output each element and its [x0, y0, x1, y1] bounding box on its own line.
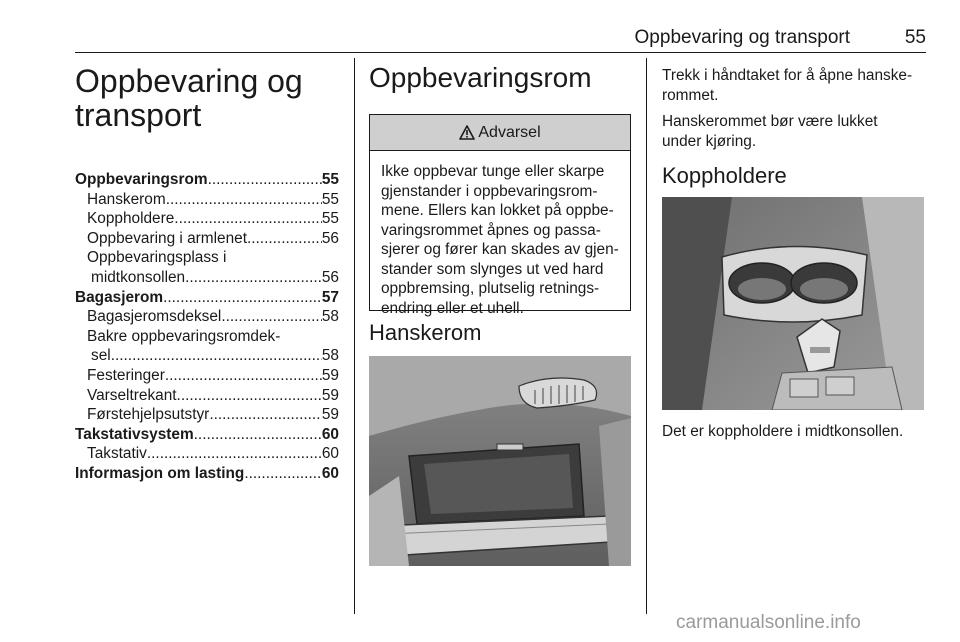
- toc-entry-page: 60: [321, 464, 339, 482]
- toc-entry[interactable]: [75, 190, 339, 210]
- toc-entry-label: Bagasjeromsdeksel: [87, 308, 222, 326]
- glovebox-heading: Hanskerom: [369, 320, 482, 345]
- toc-entry-page: 59: [321, 366, 339, 384]
- toc-leader-dots: [174, 209, 322, 229]
- toc-entry-page: 58: [321, 347, 339, 365]
- toc-entry-page: 56: [321, 268, 339, 286]
- column-divider: [646, 58, 647, 614]
- warning-line: Ikke oppbevar tunge eller skarpe: [381, 163, 605, 180]
- header-rule: [75, 52, 926, 53]
- toc-leader-dots: [163, 288, 322, 308]
- cupholders-heading: Koppholdere: [662, 163, 787, 188]
- warning-triangle-icon: [459, 125, 475, 140]
- toc-entry-page: 59: [321, 386, 339, 404]
- body-line: Hanskerommet bør være lukket: [662, 113, 878, 130]
- toc-leader-dots: [147, 444, 322, 464]
- table-of-contents: [75, 170, 339, 484]
- toc-leader-dots: [194, 425, 322, 445]
- toc-entry[interactable]: [75, 444, 339, 464]
- body-paragraph: [662, 66, 928, 105]
- toc-entry[interactable]: [75, 464, 339, 484]
- toc-entry-page: 60: [321, 445, 339, 463]
- toc-entry-label: Takstativsystem: [75, 425, 194, 443]
- warning-line: oppbremsing, plutselig retnings-: [381, 280, 600, 297]
- toc-entry-page: 59: [321, 406, 339, 424]
- toc-entry[interactable]: [75, 405, 339, 425]
- warning-text: [370, 151, 630, 318]
- glovebox-instructions: [662, 66, 928, 158]
- toc-leader-dots: [209, 405, 322, 425]
- toc-leader-dots: [221, 307, 322, 327]
- toc-leader-dots: [244, 464, 322, 484]
- warning-title: Advarsel: [478, 123, 541, 141]
- toc-entry-label: Koppholdere: [87, 210, 175, 228]
- toc-entry-label: Festeringer: [87, 366, 165, 384]
- toc-leader-dots: [177, 386, 322, 406]
- toc-entry-page: 55: [321, 190, 339, 208]
- toc-entry-label: Bakre oppbevaringsromdek-: [87, 327, 281, 345]
- body-line: Trekk i håndtaket for å åpne hanske-: [662, 67, 913, 84]
- page-number: 55: [904, 27, 926, 48]
- toc-entry[interactable]: [75, 366, 339, 386]
- warning-line: sjerer og fører kan skades av gjen-: [381, 241, 619, 258]
- warning-line: gjenstander i oppbevaringsrom-: [381, 182, 598, 200]
- toc-entry[interactable]: [75, 425, 339, 445]
- toc-leader-dots: [247, 229, 322, 249]
- toc-entry-label: Oppbevaringsrom: [75, 171, 208, 188]
- toc-entry-label: sel: [91, 347, 111, 365]
- toc-entry-label: Varseltrekant: [87, 386, 177, 404]
- running-header-title: Oppbevaring og transport: [634, 27, 850, 48]
- toc-leader-dots: [165, 366, 322, 386]
- toc-entry[interactable]: [75, 307, 339, 327]
- section-heading: Oppbevaringsrom: [369, 62, 592, 93]
- toc-entry-label: Oppbevaringsplass i: [87, 249, 227, 267]
- toc-entry-label: midtkonsollen: [91, 268, 186, 286]
- toc-leader-dots: [166, 190, 322, 210]
- toc-entry[interactable]: [75, 386, 339, 406]
- warning-line: stander som slynges ut ved hard: [381, 260, 604, 278]
- toc-entry[interactable]: [75, 248, 339, 268]
- toc-entry[interactable]: [75, 170, 339, 190]
- toc-entry-label: Førstehjelpsutstyr: [87, 406, 210, 424]
- toc-entry-label: Oppbevaring i armlenet: [87, 229, 247, 247]
- warning-header: [370, 115, 630, 151]
- toc-entry[interactable]: [75, 209, 339, 229]
- toc-entry[interactable]: [75, 327, 339, 347]
- toc-entry-page: 58: [321, 308, 339, 326]
- cupholders-caption: Det er koppholdere i midtkonsollen.: [662, 423, 904, 440]
- body-line: under kjøring.: [662, 132, 757, 150]
- warning-line: mene. Ellers kan lokket på oppbe-: [381, 202, 614, 219]
- toc-entry-page: 55: [321, 210, 339, 228]
- toc-leader-dots: [111, 346, 322, 366]
- toc-entry-page: 57: [321, 288, 339, 306]
- toc-entry-label: Takstativ: [87, 445, 147, 463]
- toc-leader-dots: [185, 268, 322, 288]
- toc-entry[interactable]: [75, 288, 339, 308]
- toc-entry-label: Hanskerom: [87, 190, 166, 208]
- body-paragraph: [662, 112, 928, 151]
- toc-entry-label: Informasjon om lasting: [75, 464, 245, 482]
- watermark: carmanualsonline.info: [676, 612, 861, 633]
- toc-entry[interactable]: [75, 346, 339, 366]
- warning-line: varingsrommet åpnes og passa-: [381, 221, 601, 239]
- toc-entry[interactable]: [75, 268, 339, 288]
- glovebox-illustration: [369, 356, 631, 566]
- column-divider: [354, 58, 355, 614]
- toc-entry-page: 60: [321, 425, 339, 443]
- warning-line: endring eller et uhell.: [381, 299, 524, 317]
- toc-entry-page: 55: [321, 171, 339, 188]
- toc-leader-dots: [208, 170, 322, 190]
- body-line: rommet.: [662, 86, 719, 104]
- toc-entry-label: Bagasjerom: [75, 288, 164, 306]
- toc-entry[interactable]: [75, 229, 339, 249]
- chapter-title: Oppbevaring og transport: [75, 63, 303, 133]
- toc-entry-page: 56: [321, 229, 339, 247]
- cupholders-illustration: [662, 197, 924, 410]
- warning-box: [369, 114, 631, 317]
